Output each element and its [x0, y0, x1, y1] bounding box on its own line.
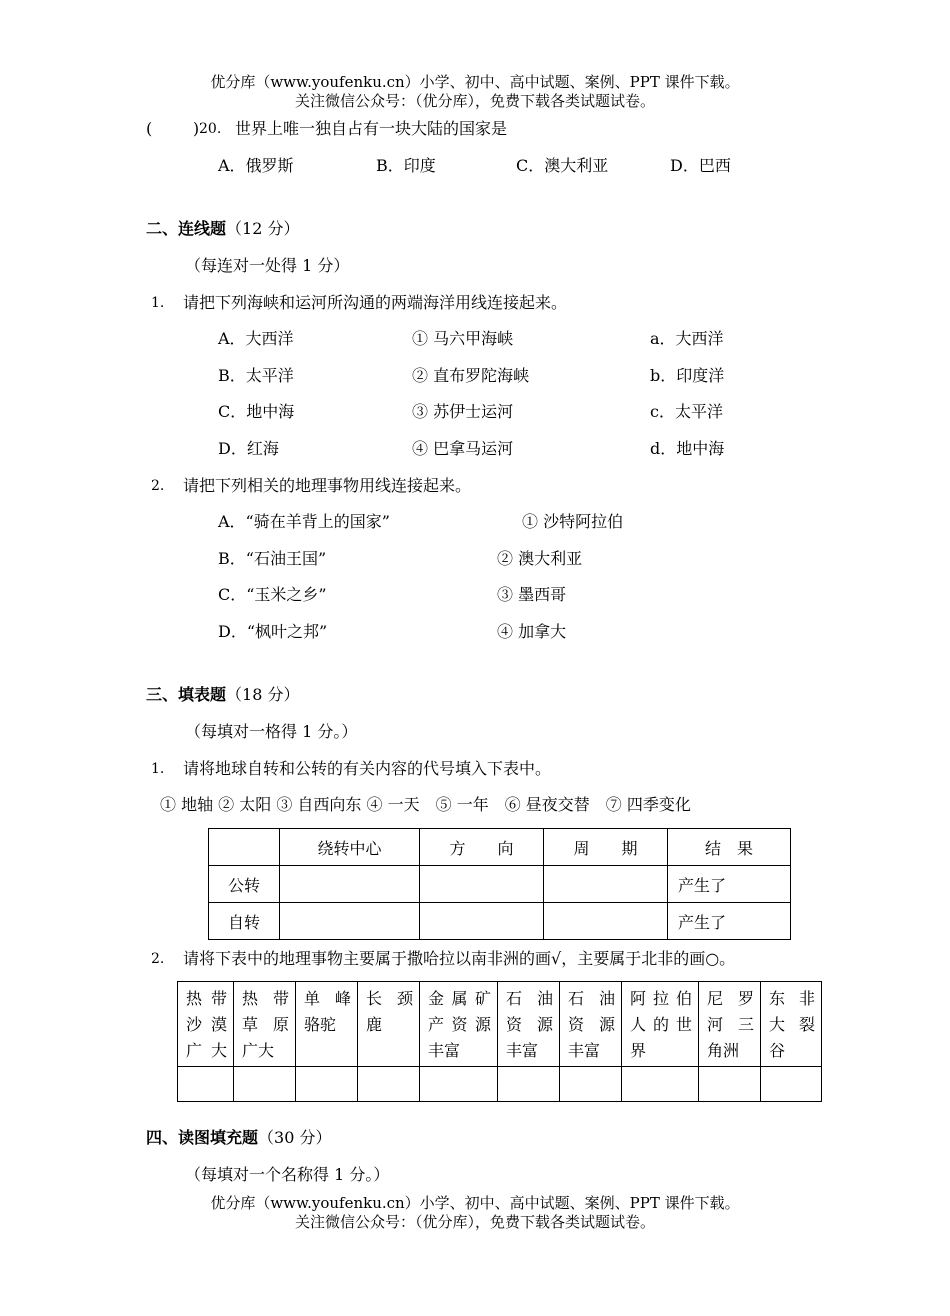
fill-cell[interactable]: [420, 866, 544, 903]
s2-q2-right-2: ② 澳大利亚: [497, 549, 583, 568]
section4-heading: [146, 1128, 331, 1148]
feature-cell: 尼罗 河三 角洲: [699, 982, 761, 1067]
section3-title: 三、填表题: [146, 685, 227, 704]
footer-line-2: 关注微信公众号：（优分库），免费下载各类试题试卷。: [294, 1213, 655, 1231]
s2-q1-text: 请把下列海峡和运河所沟通的两端海洋用线连接起来。: [183, 293, 568, 312]
answer-cell[interactable]: [498, 1067, 560, 1102]
answer-cell[interactable]: [296, 1067, 358, 1102]
s3-q1-text: 请将地球自转和公转的有关内容的代号填入下表中。: [183, 759, 552, 778]
fill-cell[interactable]: [280, 903, 420, 940]
s2-q2-right-4: ④ 加拿大: [497, 622, 567, 641]
s2-q1-mid-2: ② 直布罗陀海峡: [412, 366, 530, 385]
answer-cell[interactable]: [560, 1067, 622, 1102]
s2-q2-right-3: ③ 墨西哥: [497, 585, 567, 604]
s2-q1-mid-1: ① 马六甲海峡: [412, 329, 514, 348]
section4-score: （30 分）: [258, 1128, 332, 1147]
answer-cell[interactable]: [622, 1067, 699, 1102]
section3-score: （18 分）: [226, 685, 300, 704]
answer-row: [178, 1067, 822, 1102]
feature-cell: 长颈 鹿: [358, 982, 420, 1067]
s2-q2-text: 请把下列相关的地理事物用线连接起来。: [183, 476, 472, 495]
q20-text: 世界上唯一独自占有一块大陆的国家是: [235, 119, 508, 138]
feature-cell: 石油 资源 丰富: [498, 982, 560, 1067]
table-row: [209, 903, 791, 940]
section3-note: （每填对一格得 1 分。）: [185, 722, 358, 741]
result-cell[interactable]: 产生了: [668, 866, 791, 903]
fill-cell[interactable]: [544, 903, 668, 940]
fill-cell[interactable]: [280, 866, 420, 903]
section3-heading: [146, 685, 299, 705]
s3-q1-choices: ① 地轴 ② 太阳 ③ 自西向东 ④ 一天 ⑤ 一年 ⑥ 昼夜交替 ⑦ 四季变化: [160, 795, 691, 814]
q20-option-b: B．印度: [376, 156, 436, 175]
answer-cell[interactable]: [420, 1067, 498, 1102]
fill-cell[interactable]: [544, 866, 668, 903]
table-header-cell: 方 向: [420, 829, 544, 866]
section4-note: （每填对一个名称得 1 分。）: [185, 1165, 390, 1184]
row-label: 公转: [209, 866, 280, 903]
feature-row: [178, 982, 822, 1067]
table-header-cell: [209, 829, 280, 866]
answer-cell[interactable]: [178, 1067, 234, 1102]
q20-number: 20.: [199, 121, 222, 137]
s2-q1-mid-3: ③ 苏伊士运河: [412, 402, 514, 421]
s2-q1-number: 1.: [151, 295, 165, 311]
header-line-2: 关注微信公众号：（优分库），免费下载各类试题试卷。: [294, 92, 655, 110]
section2-heading: [146, 219, 299, 239]
s2-q2-left-c: C．“玉米之乡”: [218, 585, 327, 604]
s3-q1-number: 1.: [151, 761, 165, 777]
q20-option-d: D．巴西: [670, 156, 731, 175]
answer-cell[interactable]: [699, 1067, 761, 1102]
feature-cell: 阿拉伯 人的世 界: [622, 982, 699, 1067]
s2-q1-right-d: d．地中海: [650, 439, 725, 458]
section2-score: （12 分）: [226, 219, 300, 238]
section4-title: 四、读图填充题: [146, 1128, 259, 1147]
section2-note: （每连对一处得 1 分）: [185, 256, 350, 275]
s2-q1-left-c: C．地中海: [218, 402, 295, 421]
s2-q2-number: 2.: [151, 478, 165, 494]
s2-q1-left-d: D．红海: [218, 439, 279, 458]
answer-cell[interactable]: [761, 1067, 822, 1102]
section2-title: 二、连线题: [146, 219, 227, 238]
s2-q1-left-a: A．大西洋: [218, 329, 294, 348]
s2-q2-left-b: B．“石油王国”: [218, 549, 327, 568]
footer-line-1: 优分库（www.youfenku.cn）小学、初中、高中试题、案例、PPT 课件下载。: [210, 1194, 740, 1212]
s3-q2-text: 请将下表中的地理事物主要属于撒哈拉以南非洲的画√，主要属于北非的画○。: [183, 949, 736, 968]
s2-q1-right-a: a．大西洋: [650, 329, 724, 348]
header-line-1: 优分库（www.youfenku.cn）小学、初中、高中试题、案例、PPT 课件下载。: [210, 73, 740, 91]
result-cell[interactable]: 产生了: [668, 903, 791, 940]
s2-q1-right-b: b．印度洋: [650, 366, 725, 385]
fill-cell[interactable]: [420, 903, 544, 940]
feature-cell: 石油 资源 丰富: [560, 982, 622, 1067]
row-label: 自转: [209, 903, 280, 940]
answer-cell[interactable]: [358, 1067, 420, 1102]
s2-q2-right-1: ① 沙特阿拉伯: [522, 512, 624, 531]
s2-q2-left-a: A．“骑在羊背上的国家”: [218, 512, 390, 531]
africa-features-table: [177, 981, 822, 1102]
rotation-revolution-table: [208, 828, 791, 940]
q20-option-a: A．俄罗斯: [218, 156, 294, 175]
s2-q1-mid-4: ④ 巴拿马运河: [412, 439, 514, 458]
table-header-cell: 周 期: [544, 829, 668, 866]
answer-cell[interactable]: [234, 1067, 296, 1102]
feature-cell: 东非 大裂 谷: [761, 982, 822, 1067]
s3-q2-number: 2.: [151, 951, 165, 967]
feature-cell: 热带 沙漠 广大: [178, 982, 234, 1067]
feature-cell: 单峰 骆驼: [296, 982, 358, 1067]
table-header-cell: 绕转中心: [280, 829, 420, 866]
table-header-cell: 结 果: [668, 829, 791, 866]
table-header-row: [209, 829, 791, 866]
table-row: [209, 866, 791, 903]
feature-cell: 金属矿 产资源 丰富: [420, 982, 498, 1067]
s2-q1-left-b: B．太平洋: [218, 366, 294, 385]
q20-bracket: ( ): [146, 119, 200, 138]
s2-q1-right-c: c．太平洋: [650, 402, 723, 421]
s2-q2-left-d: D．“枫叶之邦”: [218, 622, 328, 641]
feature-cell: 热带 草原 广大: [234, 982, 296, 1067]
q20-option-c: C．澳大利亚: [516, 156, 609, 175]
